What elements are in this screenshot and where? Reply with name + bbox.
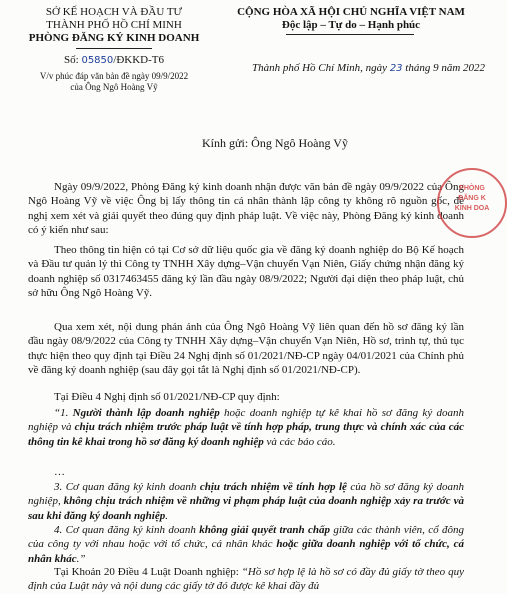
document-number bbox=[14, 54, 214, 67]
seal-line-2: ĐĂNG K bbox=[458, 195, 486, 202]
q4-pre: 4. Cơ quan đăng ký kinh doanh bbox=[54, 524, 200, 536]
quote-clause-4 bbox=[28, 523, 464, 566]
p5-pre: Tại Khoản 20 Điều 4 Luật Doanh nghiệp: bbox=[54, 566, 242, 578]
date-suffix: tháng 9 năm 2022 bbox=[405, 62, 486, 74]
paragraph-3: Qua xem xét, nội dung phản ánh của Ông Ngô Hoàng Vỹ liên quan đến hồ sơ đăng ký lần đầu ngày 08/9/2022 của Công ty TNHH Xây dựng–Vận chuyển Vạn Niên, Hồ sơ, trình tự, thủ tục thực hiện theo quy định tại Điều 24 Nghị định số 01/2021/NĐ-CP ngày 04/01/2021 của Chính phủ về đăng ký doanh nghiệp (sau đây gọi tắt là Nghị định số 01/2021/NĐ-CP). bbox=[28, 321, 464, 377]
q3-bold-2: không chịu trách nhiệm về những vi phạm pháp luật của doanh nghiệp xảy ra trước và sau khi đăng ký doanh nghiệp bbox=[28, 495, 464, 522]
national-header bbox=[228, 6, 474, 32]
paragraph-2: Theo thông tin hiện có tại Cơ sở dữ liệu quốc gia về đăng ký doanh nghiệp do Bộ Kế hoạch và Đầu tư quản lý thì Công ty TNHH Xây dựng–Vận chuyển Vạn Niên, Giấy chứng nhận đăng ký doanh nghiệp số 0317463455 đăng ký lần đầu ngày 08/9/2022; Người đại diện theo pháp luật, chủ sở hữu Ông Ngô Hoàng Vỹ. bbox=[28, 244, 464, 300]
national-motto: Độc lập – Tự do – Hạnh phúc bbox=[281, 19, 421, 31]
q4-text-2: .” bbox=[76, 552, 86, 565]
paragraph-4: Tại Điều 4 Nghị định số 01/2021/NĐ-CP quy định: bbox=[54, 391, 280, 403]
seal-line-3: KINH DOA bbox=[454, 205, 490, 212]
subject-block bbox=[14, 71, 214, 93]
doc-no-prefix: Số: bbox=[64, 54, 79, 66]
q1-text-1: hoặc doanh nghiệp tự kê khai hồ sơ đăng ký doanh nghiệp và bbox=[28, 407, 464, 434]
quote-clause-1 bbox=[28, 406, 464, 449]
subject-line-1: V/v phúc đáp văn bản đề ngày 09/9/2022 bbox=[39, 71, 189, 81]
agency-line-3: PHÒNG ĐĂNG KÝ KINH DOANH bbox=[28, 32, 200, 44]
paragraph-1: Ngày 09/9/2022, Phòng Đăng ký kinh doanh nhận được văn bản đề ngày 09/9/2022 của Ông Ngô Hoàng Vỹ về việc Ông bị lấy thông tin cá nhân thành lập công ty không rõ nguồn gốc, đề nghị xem xét và giải quyết theo đúng quy định pháp luật. Về việc này, Phòng Đăng ký kinh doanh có ý kiến như sau: bbox=[28, 181, 464, 237]
date-line bbox=[252, 62, 485, 75]
agency-line-2: THÀNH PHỐ HỒ CHÍ MINH bbox=[46, 19, 182, 31]
p5-quote: “Hồ sơ hợp lệ là hồ sơ có đầy đủ giấy tờ theo quy định của Luật này và nội dung các giấy tờ đó được kê khai đầy đủ bbox=[28, 566, 464, 593]
doc-no-handwritten: 05850 bbox=[81, 55, 114, 66]
date-day-handwritten: 23 bbox=[389, 63, 403, 74]
motto-underline bbox=[286, 34, 414, 35]
q3-pre: 3. Cơ quan đăng ký kinh doanh bbox=[54, 481, 200, 493]
salutation: Kính gửi: Ông Ngô Hoàng Vỹ bbox=[202, 136, 348, 150]
national-title: CỘNG HÒA XÃ HỘI CHỦ NGHĨA VIỆT NAM bbox=[237, 6, 465, 18]
quote-clause-3 bbox=[28, 480, 464, 523]
q1-pre: “1. bbox=[54, 407, 73, 419]
doc-no-suffix: /ĐKKD-T6 bbox=[113, 54, 164, 66]
q3-text-2: . bbox=[165, 509, 168, 522]
official-seal bbox=[437, 168, 507, 238]
ellipsis: … bbox=[54, 466, 65, 478]
q3-bold-1: chịu trách nhiệm về tính hợp lệ bbox=[199, 481, 347, 493]
q3-text-1: của hồ sơ đăng ký doanh nghiệp, bbox=[28, 481, 464, 508]
q4-text-1: giữa các thành viên, cổ đông của công ty với nhau hoặc với tổ chức, cá nhân khác bbox=[28, 524, 464, 551]
date-prefix: Thành phố Hồ Chí Minh, ngày bbox=[252, 62, 388, 74]
agency-header bbox=[14, 6, 214, 45]
subject-line-2: của Ông Ngô Hoàng Vỹ bbox=[70, 82, 158, 92]
q1-text-2: và các báo cáo. bbox=[263, 435, 336, 448]
agency-line-1: SỞ KẾ HOẠCH VÀ ĐẦU TƯ bbox=[45, 6, 183, 18]
paragraph-5 bbox=[28, 565, 464, 591]
q1-bold-2: chịu trách nhiệm trước pháp luật về tính hợp pháp, trung thực và chính xác của các thông tin kê khai trong hồ sơ đăng ký doanh nghiệp bbox=[28, 421, 464, 448]
q1-bold-1: Người thành lập doanh nghiệp bbox=[72, 407, 220, 419]
q4-bold-1: không giải quyết tranh chấp bbox=[199, 524, 330, 536]
agency-underline bbox=[76, 48, 152, 49]
q4-bold-2: hoặc giữa doanh nghiệp với tổ chức, cá nhân khác bbox=[28, 538, 465, 565]
seal-line-1: PHÒNG bbox=[459, 185, 485, 192]
